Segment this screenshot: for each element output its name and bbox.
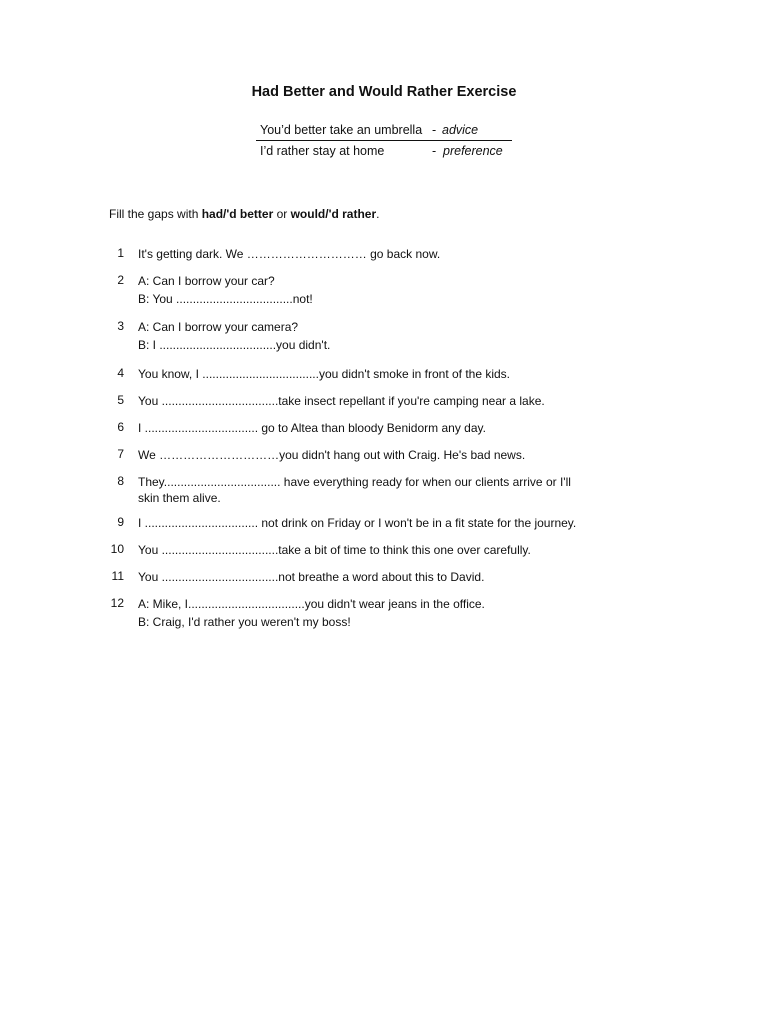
item-text <box>138 365 618 383</box>
instructions-suffix: . <box>376 207 380 221</box>
item-text <box>138 541 618 559</box>
item-text <box>138 595 618 631</box>
item-text <box>138 245 618 263</box>
instructions <box>109 207 379 221</box>
instructions-prefix: Fill the gaps with <box>109 207 202 221</box>
example-tag: advice <box>442 123 479 137</box>
item-text <box>138 419 618 437</box>
item-line: You ...................................take a bit of time to think this one over carefully. <box>138 543 531 557</box>
item-line: A: Can I borrow your car? <box>138 274 275 288</box>
example-dash: - <box>432 144 437 158</box>
item-number: 12 <box>110 596 124 610</box>
item-number: 4 <box>117 366 124 380</box>
example-sentence: You’d better take an umbrella <box>260 123 423 137</box>
item-line: You know, I ...................................you didn't smoke in front of the kids. <box>138 367 511 381</box>
item-number: 9 <box>117 515 124 529</box>
item-line: A: Mike, I...................................you didn't wear jeans in the office. <box>138 597 485 611</box>
item-number: 3 <box>117 319 124 333</box>
item-line: You ...................................not breathe a word about this to David. <box>138 570 485 584</box>
example-dash: - <box>432 123 437 137</box>
item-line: A: Can I borrow your camera? <box>138 320 299 334</box>
item-text <box>138 318 618 354</box>
item-line: I .................................. go to Altea than bloody Benidorm any day. <box>138 421 486 435</box>
item-line: B: I ...................................you didn't. <box>138 338 331 352</box>
item-line: I .................................. not drink on Friday or I won't be in a fit state for the journey. <box>138 516 577 530</box>
example-preference <box>256 141 512 161</box>
item-number: 11 <box>111 569 124 583</box>
item-number: 5 <box>117 393 124 407</box>
item-text <box>138 392 618 410</box>
item-text <box>138 514 618 532</box>
item-number: 1 <box>117 246 124 260</box>
page-title: Had Better and Would Rather Exercise <box>251 84 517 100</box>
example-sentence: I’d rather stay at home <box>260 144 385 158</box>
instructions-middle: or <box>273 207 291 221</box>
instructions-bold-had-better: had/'d better <box>201 207 274 221</box>
item-number: 2 <box>117 273 124 287</box>
examples-box <box>256 120 512 161</box>
item-line: B: Craig, I'd rather you weren't my boss! <box>138 615 351 629</box>
item-text <box>138 272 618 308</box>
item-line: It's getting dark. We ………………………… go back now. <box>138 247 441 261</box>
item-text <box>138 446 618 464</box>
example-advice <box>256 120 512 141</box>
item-line: B: You ...................................not! <box>138 292 313 306</box>
item-line: We …………………………you didn't hang out with Craig. He's bad news. <box>138 448 526 462</box>
item-text <box>138 473 618 506</box>
item-number: 6 <box>117 420 124 434</box>
item-line: They................................... have everything ready for when our clients arrive or I'll <box>138 475 571 489</box>
item-number: 8 <box>117 474 124 488</box>
item-line: You ...................................take insect repellant if you're camping near a lake. <box>138 394 545 408</box>
item-number: 7 <box>117 447 124 461</box>
example-tag: preference <box>443 144 503 158</box>
item-line: skin them alive. <box>138 491 221 505</box>
instructions-bold-would-rather: would/'d rather <box>290 207 377 221</box>
item-number: 10 <box>110 542 124 556</box>
item-text <box>138 568 618 586</box>
